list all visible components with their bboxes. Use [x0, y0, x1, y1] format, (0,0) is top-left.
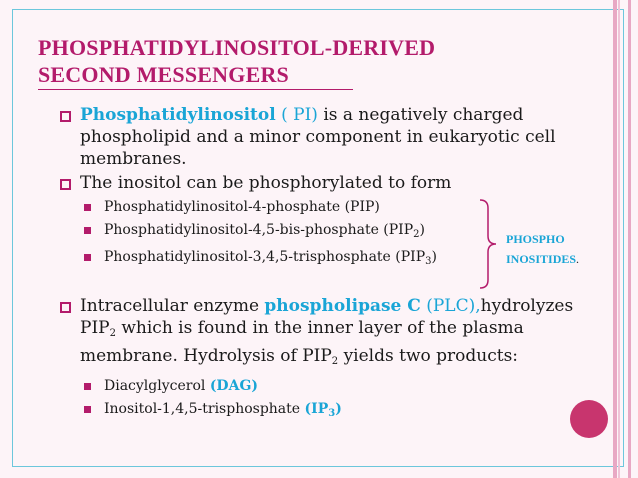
bullet-phosphatidylinositol: [60, 104, 600, 170]
subscript: 3: [425, 256, 432, 267]
bullet-text: Intracellular enzyme: [80, 296, 265, 316]
frame-right-line: [623, 9, 624, 467]
decor-stripe: [613, 0, 617, 478]
subscript: 2: [331, 356, 339, 367]
sub-bullet-ip3: [60, 398, 600, 425]
bullet-text: yields two products:: [338, 346, 519, 366]
title-underline: [38, 89, 353, 90]
bullet-inositol-phosphorylation: [60, 172, 600, 194]
term-abbr-plc: (PLC),: [426, 296, 481, 316]
bullet-text: is a negatively charged phospholipid and a minor component in eukaryotic cell membranes.: [80, 105, 556, 169]
label-period: .: [576, 252, 580, 266]
term-phospholipase-c: phospholipase C: [264, 296, 421, 316]
frame-bottom-line: [12, 466, 624, 467]
title-line-2: SECOND MESSENGERS: [38, 62, 289, 87]
subscript: 3: [328, 408, 336, 419]
frame-left-line: [12, 9, 13, 467]
decor-stripe: [618, 0, 620, 478]
sub-bullet-text: Inositol-1,4,5-trisphosphate: [104, 401, 305, 417]
frame-top-line: [12, 9, 624, 10]
term-abbr-ip3: (IP: [304, 401, 329, 417]
subscript: 2: [109, 328, 116, 339]
sub-bullet-text: Diacylglycerol: [104, 378, 210, 394]
decor-stripe: [628, 0, 631, 478]
sub-bullet-close: ): [431, 249, 437, 265]
sub-bullet-close: ): [335, 401, 342, 417]
bullet-phospholipase: [60, 295, 600, 373]
term-phosphatidylinositol: Phosphatidylinositol: [80, 105, 276, 125]
bullet-text: The inositol can be phosphorylated to form: [80, 173, 452, 193]
term-abbr-pi: ( PI): [275, 105, 318, 125]
sub-bullet-text: Phosphatidylinositol-3,4,5-trisphosphate (PIP: [104, 249, 426, 265]
bullet-text: which is found in the inner layer of the plasma membrane. Hydrolysis of PIP: [80, 318, 524, 366]
phosphoinositides-label: [506, 229, 579, 269]
sub-bullet-text: Phosphatidylinositol-4,5-bis-phosphate (PIP: [104, 222, 414, 238]
label-line-2: [506, 249, 579, 269]
sub-bullet-close: ): [419, 222, 425, 238]
subscript: 2: [413, 229, 420, 240]
bullet-text: hydrolyzes PIP: [80, 296, 574, 338]
label-line-1: PHOSPHO: [506, 232, 565, 246]
term-abbr-dag: (DAG): [209, 378, 259, 394]
curly-brace-icon: [478, 198, 500, 290]
label-line-2-text: INOSITIDES: [506, 252, 577, 266]
decor-circle: [570, 400, 608, 438]
sub-bullet-text: Phosphatidylinositol-4-phosphate (PIP): [104, 199, 380, 215]
sub-bullet-pip: [60, 196, 600, 219]
sub-bullet-dag: [60, 375, 600, 398]
title-line-1: PHOSPHATIDYLINOSITOL-DERIVED: [38, 35, 436, 60]
slide-title: [38, 34, 435, 88]
